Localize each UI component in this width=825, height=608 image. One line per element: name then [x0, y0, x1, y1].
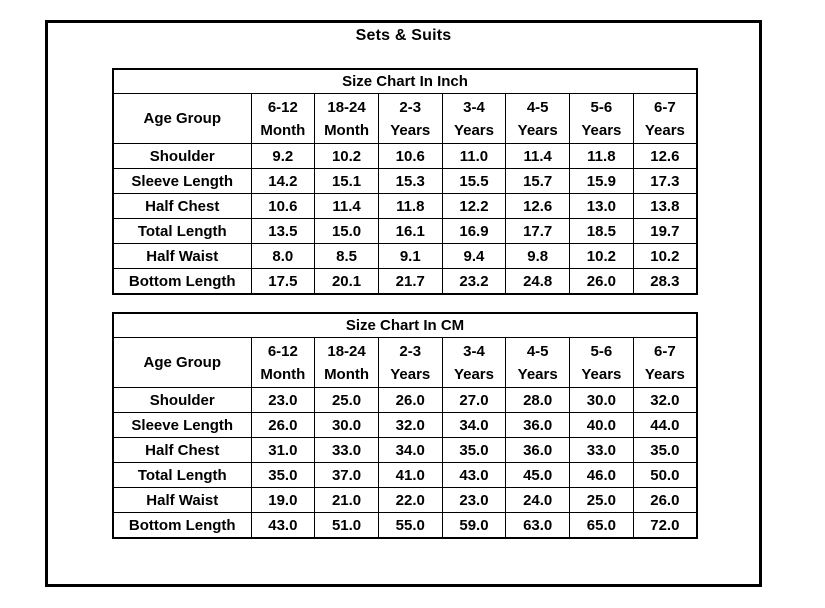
column-header — [378, 338, 442, 388]
measurement-value: 19.0 — [251, 488, 315, 513]
table-head — [113, 69, 697, 144]
column-header-line2: Years — [453, 365, 494, 383]
measurement-value: 10.6 — [378, 144, 442, 169]
column-header — [251, 338, 315, 388]
measurement-value: 43.0 — [442, 463, 506, 488]
measurement-value: 25.0 — [315, 388, 379, 413]
measurement-value: 15.1 — [315, 169, 379, 194]
column-header-line2: Years — [581, 121, 622, 139]
measurement-value: 35.0 — [633, 438, 697, 463]
measurement-value: 41.0 — [378, 463, 442, 488]
measurement-value: 59.0 — [442, 513, 506, 539]
table-body — [113, 144, 697, 295]
measurement-value: 13.8 — [633, 194, 697, 219]
measurement-value: 17.7 — [506, 219, 570, 244]
column-header-row — [113, 94, 697, 144]
measurement-value: 40.0 — [570, 413, 634, 438]
column-header — [570, 338, 634, 388]
column-header-line2: Month — [324, 365, 370, 383]
measurement-value: 11.0 — [442, 144, 506, 169]
age-group-header: Age Group — [113, 338, 251, 388]
measurement-value: 37.0 — [315, 463, 379, 488]
column-header — [315, 94, 379, 144]
table-title: Size Chart In CM — [113, 313, 697, 338]
column-header-line1: 4-5 — [526, 98, 549, 116]
row-label: Sleeve Length — [113, 413, 251, 438]
column-header — [633, 94, 697, 144]
measurement-value: 26.0 — [633, 488, 697, 513]
measurement-value: 72.0 — [633, 513, 697, 539]
measurement-value: 33.0 — [570, 438, 634, 463]
measurement-value: 19.7 — [633, 219, 697, 244]
measurement-value: 33.0 — [315, 438, 379, 463]
column-header-line1: 6-12 — [267, 342, 298, 360]
measurement-value: 15.7 — [506, 169, 570, 194]
measurement-value: 35.0 — [442, 438, 506, 463]
row-label: Half Waist — [113, 244, 251, 269]
measurement-value: 10.2 — [633, 244, 697, 269]
measurement-value: 15.0 — [315, 219, 379, 244]
measurement-value: 9.1 — [378, 244, 442, 269]
measurement-value: 34.0 — [442, 413, 506, 438]
measurement-value: 23.2 — [442, 269, 506, 295]
measurement-value: 17.3 — [633, 169, 697, 194]
column-header-line1: 4-5 — [526, 342, 549, 360]
table-row — [113, 488, 697, 513]
column-header-line2: Years — [581, 365, 622, 383]
row-label: Shoulder — [113, 144, 251, 169]
column-header — [442, 94, 506, 144]
column-header — [506, 338, 570, 388]
measurement-value: 9.4 — [442, 244, 506, 269]
column-header-line1: 6-7 — [654, 98, 676, 116]
measurement-value: 10.2 — [570, 244, 634, 269]
column-header-line1: 3-4 — [463, 98, 485, 116]
table-title-row — [113, 69, 697, 94]
column-header — [251, 94, 315, 144]
row-label: Half Chest — [113, 194, 251, 219]
measurement-value: 25.0 — [570, 488, 634, 513]
table-row — [113, 438, 697, 463]
measurement-value: 26.0 — [251, 413, 315, 438]
measurement-value: 11.4 — [315, 194, 379, 219]
measurement-value: 17.5 — [251, 269, 315, 295]
row-label: Half Waist — [113, 488, 251, 513]
measurement-value: 28.3 — [633, 269, 697, 295]
document-frame — [45, 20, 762, 587]
column-header-line2: Years — [517, 121, 558, 139]
size-chart-cm-table — [112, 312, 698, 539]
column-header-line1: 18-24 — [327, 98, 366, 116]
measurement-value: 63.0 — [506, 513, 570, 539]
column-header-line1: 5-6 — [590, 98, 613, 116]
measurement-value: 12.6 — [633, 144, 697, 169]
column-header — [442, 338, 506, 388]
column-header-line2: Years — [453, 121, 494, 139]
row-label: Bottom Length — [113, 513, 251, 539]
column-header — [506, 94, 570, 144]
measurement-value: 51.0 — [315, 513, 379, 539]
table-body — [113, 388, 697, 539]
measurement-value: 46.0 — [570, 463, 634, 488]
column-header-line1: 3-4 — [463, 342, 485, 360]
column-header-line2: Month — [324, 121, 370, 139]
measurement-value: 24.0 — [506, 488, 570, 513]
row-label: Sleeve Length — [113, 169, 251, 194]
measurement-value: 9.2 — [251, 144, 315, 169]
measurement-value: 23.0 — [442, 488, 506, 513]
measurement-value: 21.0 — [315, 488, 379, 513]
table-row — [113, 169, 697, 194]
measurement-value: 16.9 — [442, 219, 506, 244]
measurement-value: 55.0 — [378, 513, 442, 539]
column-header-line1: 5-6 — [590, 342, 613, 360]
size-chart-inch-table — [112, 68, 698, 295]
column-header — [378, 94, 442, 144]
column-header-line1: 6-12 — [267, 98, 298, 116]
table-row — [113, 144, 697, 169]
page-title: Sets & Suits — [355, 27, 452, 44]
measurement-value: 50.0 — [633, 463, 697, 488]
measurement-value: 21.7 — [378, 269, 442, 295]
measurement-value: 32.0 — [378, 413, 442, 438]
table-row — [113, 219, 697, 244]
measurement-value: 8.5 — [315, 244, 379, 269]
measurement-value: 12.2 — [442, 194, 506, 219]
measurement-value: 26.0 — [570, 269, 634, 295]
measurement-value: 15.5 — [442, 169, 506, 194]
column-header-line2: Years — [644, 365, 685, 383]
measurement-value: 23.0 — [251, 388, 315, 413]
row-label: Total Length — [113, 463, 251, 488]
table-row — [113, 463, 697, 488]
table-row — [113, 269, 697, 295]
measurement-value: 9.8 — [506, 244, 570, 269]
measurement-value: 31.0 — [251, 438, 315, 463]
table-row — [113, 513, 697, 539]
measurement-value: 10.6 — [251, 194, 315, 219]
table-title-row — [113, 313, 697, 338]
column-header-line2: Month — [260, 365, 306, 383]
measurement-value: 22.0 — [378, 488, 442, 513]
measurement-value: 43.0 — [251, 513, 315, 539]
column-header — [315, 338, 379, 388]
table-head — [113, 313, 697, 388]
measurement-value: 35.0 — [251, 463, 315, 488]
column-header — [633, 338, 697, 388]
column-header-line1: 2-3 — [399, 98, 422, 116]
measurement-value: 45.0 — [506, 463, 570, 488]
column-header-line1: 2-3 — [399, 342, 422, 360]
column-header-row — [113, 338, 697, 388]
column-header-line1: 18-24 — [327, 342, 366, 360]
measurement-value: 8.0 — [251, 244, 315, 269]
column-header-line2: Years — [390, 121, 431, 139]
measurement-value: 15.3 — [378, 169, 442, 194]
measurement-value: 13.5 — [251, 219, 315, 244]
measurement-value: 11.8 — [570, 144, 634, 169]
measurement-value: 30.0 — [315, 413, 379, 438]
table-row — [113, 194, 697, 219]
column-header-line2: Years — [517, 365, 558, 383]
column-header-line1: 6-7 — [654, 342, 676, 360]
row-label: Total Length — [113, 219, 251, 244]
measurement-value: 26.0 — [378, 388, 442, 413]
column-header-line2: Month — [260, 121, 306, 139]
measurement-value: 27.0 — [442, 388, 506, 413]
measurement-value: 24.8 — [506, 269, 570, 295]
age-group-header: Age Group — [113, 94, 251, 144]
measurement-value: 65.0 — [570, 513, 634, 539]
column-header-line2: Years — [644, 121, 685, 139]
measurement-value: 32.0 — [633, 388, 697, 413]
measurement-value: 28.0 — [506, 388, 570, 413]
measurement-value: 15.9 — [570, 169, 634, 194]
table-row — [113, 413, 697, 438]
column-header — [570, 94, 634, 144]
table-row — [113, 244, 697, 269]
measurement-value: 13.0 — [570, 194, 634, 219]
measurement-value: 18.5 — [570, 219, 634, 244]
measurement-value: 16.1 — [378, 219, 442, 244]
measurement-value: 10.2 — [315, 144, 379, 169]
measurement-value: 11.4 — [506, 144, 570, 169]
measurement-value: 11.8 — [378, 194, 442, 219]
measurement-value: 44.0 — [633, 413, 697, 438]
measurement-value: 30.0 — [570, 388, 634, 413]
row-label: Half Chest — [113, 438, 251, 463]
measurement-value: 36.0 — [506, 413, 570, 438]
table-title: Size Chart In Inch — [113, 69, 697, 94]
table-row — [113, 388, 697, 413]
measurement-value: 36.0 — [506, 438, 570, 463]
measurement-value: 14.2 — [251, 169, 315, 194]
measurement-value: 12.6 — [506, 194, 570, 219]
row-label: Bottom Length — [113, 269, 251, 295]
column-header-line2: Years — [390, 365, 431, 383]
row-label: Shoulder — [113, 388, 251, 413]
measurement-value: 34.0 — [378, 438, 442, 463]
measurement-value: 20.1 — [315, 269, 379, 295]
